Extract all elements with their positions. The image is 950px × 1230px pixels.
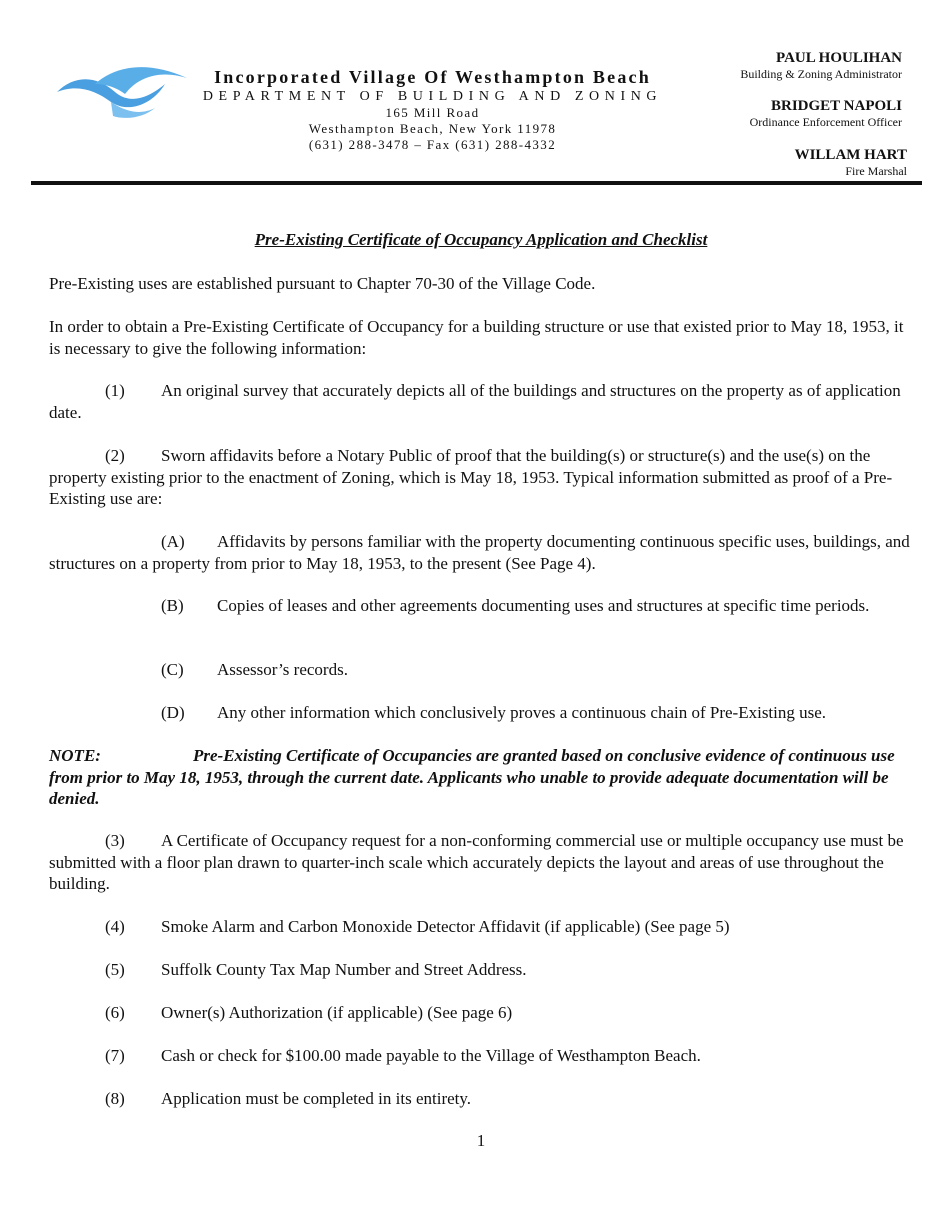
item-text: Suffolk County Tax Map Number and Street Address.: [161, 960, 527, 979]
note-text: Pre-Existing Certificate of Occupancies are granted based on conclusive evidence of continuous use from prior to May 18, 1953, through the current date. Applicants who unable to provide adequate documentation will be denied.: [49, 746, 895, 808]
village-logo: [55, 62, 190, 122]
subitem-letter: (D): [161, 703, 185, 722]
address-line-1: 165 Mill Road: [385, 105, 480, 120]
staff-title: Ordinance Enforcement Officer: [749, 115, 902, 129]
phone-fax: (631) 288-3478 – Fax (631) 288-4332: [308, 137, 557, 152]
staff-title: Building & Zoning Administrator: [740, 67, 902, 81]
subitem-letter: (B): [161, 596, 184, 615]
page-number: 1: [476, 1131, 486, 1150]
subitem-letter: (C): [161, 660, 184, 679]
staff-block-3: [795, 147, 907, 178]
checklist-item-4: [49, 916, 919, 938]
header-divider: [31, 181, 922, 185]
item-text: Cash or check for $100.00 made payable to the Village of Westhampton Beach.: [161, 1046, 701, 1065]
item-text: Sworn affidavits before a Notary Public of proof that the building(s) or structure(s) and the use(s) on the property existing prior to the enactment of Zoning, which is May 18, 1953. Typical information submitted as proof of a Pre-Existing use are:: [49, 446, 893, 508]
checklist-item-1: [49, 380, 919, 423]
subitem-text: Any other information which conclusively proves a continuous chain of Pre-Existing use.: [217, 703, 827, 722]
staff-name: WILLAM HART: [794, 147, 907, 163]
item-number: (7): [105, 1046, 125, 1065]
address-line-2: Westhampton Beach, New York 11978: [308, 121, 557, 136]
document-title: Pre-Existing Certificate of Occupancy Application and Checklist: [254, 230, 708, 249]
checklist-subitem-d: [49, 702, 919, 724]
staff-title: Fire Marshal: [845, 164, 907, 178]
subitem-text: Copies of leases and other agreements documenting uses and structures at specific time periods.: [217, 596, 870, 615]
intro-paragraph: Pre-Existing uses are established pursuant to Chapter 70-30 of the Village Code.: [49, 274, 596, 293]
checklist-item-5: [49, 959, 919, 981]
item-text: Application must be completed in its entirety.: [161, 1089, 472, 1108]
item-text: An original survey that accurately depicts all of the buildings and structures on the property as of application date.: [49, 381, 901, 422]
item-number: (6): [105, 1003, 125, 1022]
item-number: (4): [105, 917, 125, 936]
item-text: Owner(s) Authorization (if applicable) (See page 6): [161, 1003, 513, 1022]
item-number: (5): [105, 960, 125, 979]
staff-name: PAUL HOULIHAN: [776, 50, 902, 66]
item-text: A Certificate of Occupancy request for a non-conforming commercial use or multiple occupancy use must be submitted with a floor plan drawn to quarter-inch scale which accurately depicts the layout and areas of use throughout the building.: [49, 831, 904, 893]
item-number: (3): [105, 831, 125, 850]
item-number: (8): [105, 1089, 125, 1108]
checklist-subitem-a: [49, 531, 919, 574]
staff-name: BRIDGET NAPOLI: [770, 98, 902, 114]
item-text: Smoke Alarm and Carbon Monoxide Detector Affidavit (if applicable) (See page 5): [161, 917, 730, 936]
subitem-text: Affidavits by persons familiar with the property documenting continuous specific uses, buildings, and structures on a property from prior to May 18, 1953, to the present (See Page 4).: [49, 532, 910, 573]
checklist-subitem-c: [49, 659, 919, 681]
staff-block-1: [740, 50, 902, 81]
item-number: (2): [105, 446, 125, 465]
note-paragraph: [49, 745, 919, 810]
checklist-item-8: [49, 1088, 919, 1110]
org-name: Incorporated Village Of Westhampton Beach: [214, 67, 651, 87]
checklist-subitem-b: [49, 595, 919, 617]
subitem-text: Assessor’s records.: [217, 660, 348, 679]
department-name: DEPARTMENT OF BUILDING AND ZONING: [202, 89, 663, 104]
subitem-letter: (A): [161, 532, 185, 551]
checklist-item-7: [49, 1045, 919, 1067]
letterhead: [190, 66, 675, 153]
intro-paragraph-2: In order to obtain a Pre-Existing Certificate of Occupancy for a building structure or use that existed prior to May 18, 1953, it is necessary to give the following information:: [49, 317, 904, 358]
item-number: (1): [105, 381, 125, 400]
checklist-item-3: [49, 830, 919, 895]
staff-block-2: [750, 98, 902, 129]
note-label: NOTE:: [49, 746, 101, 765]
checklist-item-6: [49, 1002, 919, 1024]
checklist-item-2: [49, 445, 919, 510]
